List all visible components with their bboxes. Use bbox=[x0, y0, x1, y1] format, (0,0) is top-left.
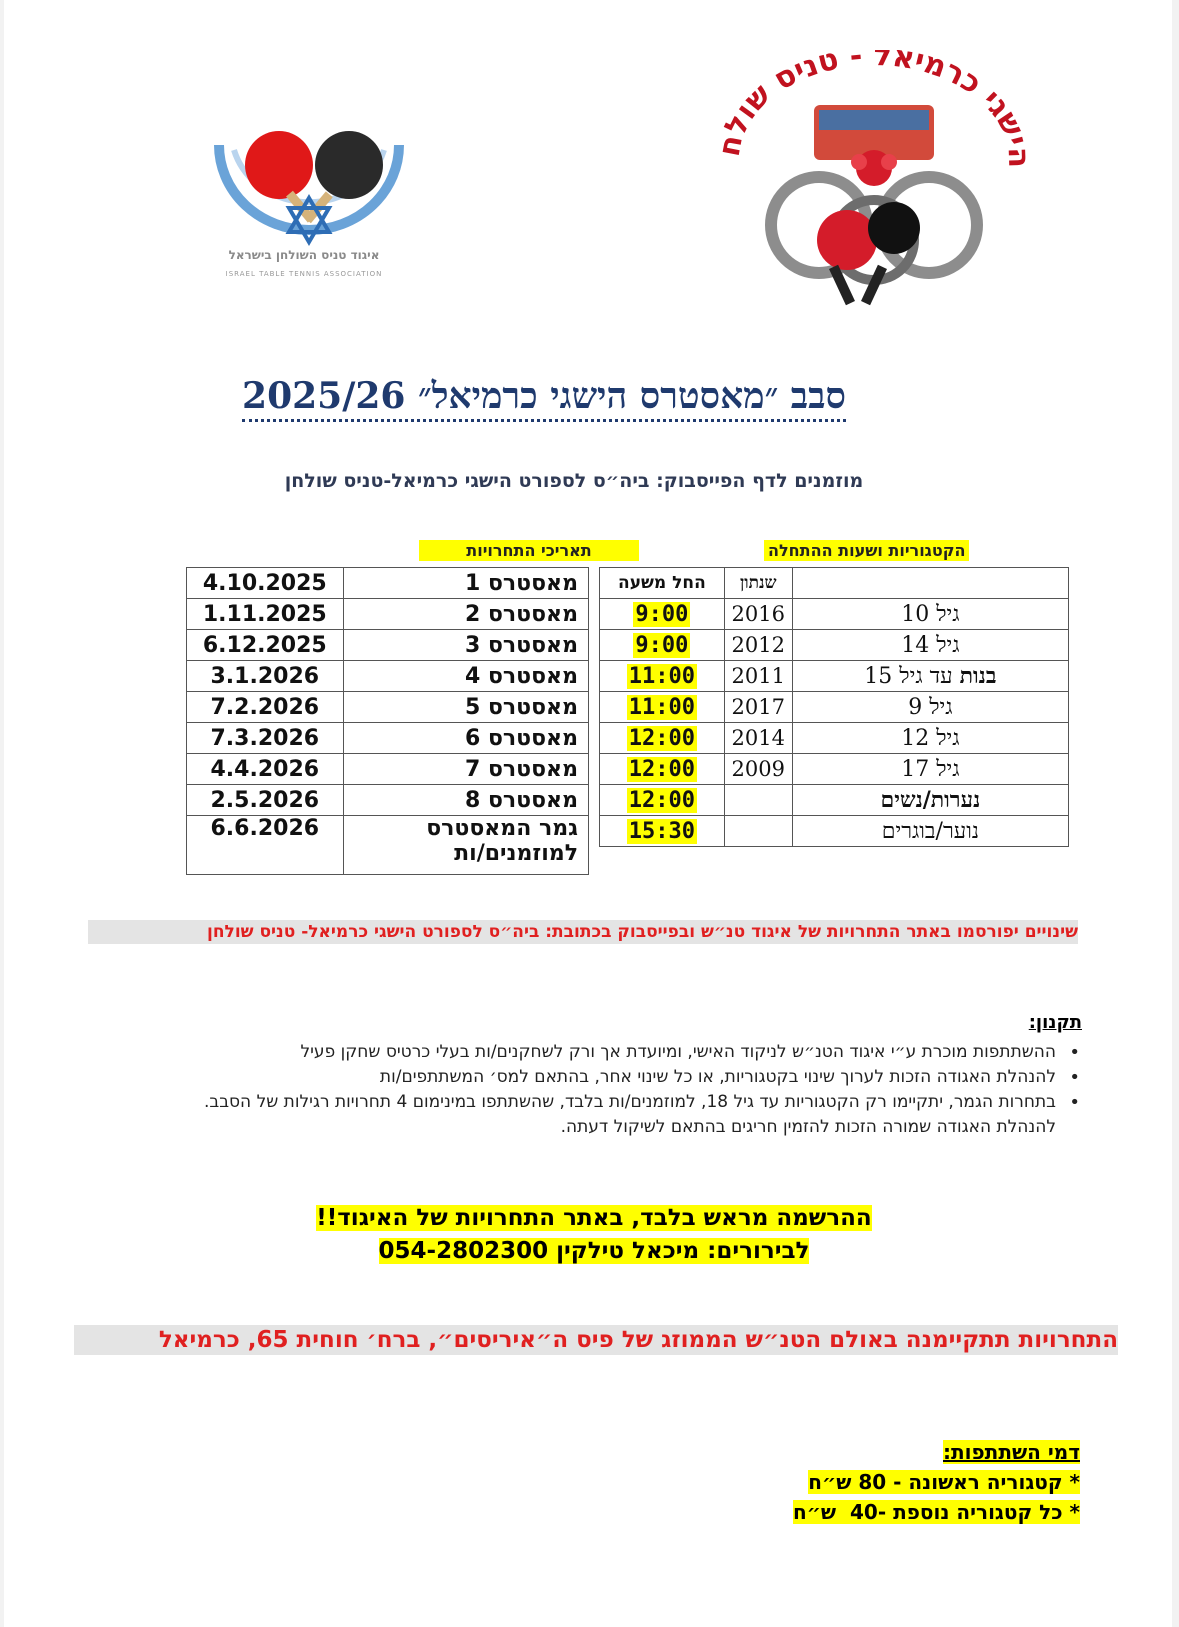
category-time-cell bbox=[600, 599, 725, 630]
start-time: 12:00 bbox=[628, 787, 696, 813]
category-year bbox=[724, 816, 792, 847]
table-row bbox=[600, 723, 1069, 754]
event-date: 3.1.2026 bbox=[187, 661, 344, 692]
time-col-header: החל משעה bbox=[600, 568, 725, 599]
fees-title: דמי השתתפות: bbox=[943, 1440, 1080, 1464]
table-row bbox=[600, 785, 1069, 816]
categories-table bbox=[599, 567, 1069, 847]
event-name: מאסטרס 5 bbox=[343, 692, 588, 723]
event-date: 1.11.2025 bbox=[187, 599, 344, 630]
category-year: 2017 bbox=[724, 692, 792, 723]
event-date: 6.6.2026 bbox=[187, 816, 344, 875]
table-row bbox=[600, 754, 1069, 785]
bullet-icon: • bbox=[1069, 1092, 1080, 1113]
event-name: מאסטרס 1 bbox=[343, 568, 588, 599]
start-time: 12:00 bbox=[628, 725, 696, 751]
category-name bbox=[792, 785, 1068, 816]
contact-line: לבירורים: מיכאל טילקין 054-2802300 bbox=[378, 1238, 810, 1264]
fees-block bbox=[793, 1437, 1080, 1527]
table-row bbox=[187, 723, 589, 754]
bullet-icon: • bbox=[1069, 1042, 1080, 1063]
changes-notice: שינויים יפורסמו באתר התחרויות של איגוד טנ״ש ובפייסבוק בכתובת: ביה״ס לספורט הישגי כרמיאל- טניס שולחן bbox=[88, 920, 1078, 944]
table-row bbox=[187, 599, 589, 630]
category-name bbox=[792, 630, 1068, 661]
start-time: 11:00 bbox=[628, 663, 696, 689]
fee-line: * קטגוריה ראשונה - 80 ש״ח bbox=[808, 1470, 1080, 1494]
table-row bbox=[187, 630, 589, 661]
federation-logo bbox=[204, 130, 414, 290]
flyer-page bbox=[4, 0, 1172, 1627]
table-row bbox=[187, 754, 589, 785]
event-date: 7.3.2026 bbox=[187, 723, 344, 754]
table-row bbox=[187, 785, 589, 816]
table-header-row bbox=[600, 568, 1069, 599]
category-name-text: גיל 17 bbox=[901, 757, 960, 782]
category-name-text: נוער/בוגרים bbox=[881, 819, 979, 844]
rule-text: להנהלת האגודה הזכות לערוך שינוי בקטגוריות, או כל שינוי אחר, בהתאם למס׳ המשתתפים/ות bbox=[379, 1067, 1056, 1087]
category-year: 2012 bbox=[724, 630, 792, 661]
event-name: מאסטרס 7 bbox=[343, 754, 588, 785]
event-date: 2.5.2026 bbox=[187, 785, 344, 816]
category-name-text: עד גיל 15 bbox=[864, 664, 953, 689]
category-name-text: גיל 10 bbox=[901, 602, 960, 627]
category-name bbox=[792, 692, 1068, 723]
start-time: 15:30 bbox=[628, 818, 696, 844]
category-year: 2009 bbox=[724, 754, 792, 785]
event-name: מאסטרס 4 bbox=[343, 661, 588, 692]
table-row bbox=[187, 568, 589, 599]
list-item bbox=[24, 1065, 1084, 1090]
start-time: 9:00 bbox=[635, 632, 689, 658]
category-time-cell bbox=[600, 785, 725, 816]
category-name-text: גיל 12 bbox=[901, 726, 960, 751]
category-name bbox=[792, 599, 1068, 630]
table-row bbox=[187, 692, 589, 723]
categories-header: הקטגוריות ושעות ההתחלה bbox=[764, 540, 969, 561]
event-date: 4.10.2025 bbox=[187, 568, 344, 599]
category-name bbox=[792, 661, 1068, 692]
category-name bbox=[792, 816, 1068, 847]
category-time-cell bbox=[600, 816, 725, 847]
rule-text: ההשתתפות מוכרת ע״י איגוד הטנ״ש לניקוד האישי, ומיועדת אך ורק לשחקנים/ות בעלי כרטיס שחקן פעיל bbox=[300, 1042, 1056, 1062]
table-row bbox=[600, 599, 1069, 630]
dates-header: תאריכי התחרויות bbox=[419, 540, 639, 561]
facebook-invite: מוזמנים לדף הפייסבוק: ביה״ס לספורט הישגי כרמיאל-טניס שולחן bbox=[284, 470, 864, 492]
category-year: 2016 bbox=[724, 599, 792, 630]
category-col-header bbox=[792, 568, 1068, 599]
category-time-cell bbox=[600, 754, 725, 785]
category-name-text: גיל 14 bbox=[901, 633, 960, 658]
federation-name-he: איגוד טניס השולחן בישראל bbox=[228, 248, 380, 262]
registration-block bbox=[284, 1202, 904, 1268]
category-name-bold: נערות/נשים bbox=[880, 787, 981, 813]
rule-text: בתחרות הגמר, יתקיימו רק הקטגוריות עד גיל 18, למוזמנים/ות בלבד, שהשתתפו במינימום 4 תחרויות רגילות של הסבב. bbox=[203, 1092, 1056, 1112]
rules-title: תקנון: bbox=[1028, 1012, 1082, 1033]
club-logo bbox=[719, 50, 1029, 315]
event-date: 4.4.2026 bbox=[187, 754, 344, 785]
event-date: 6.12.2025 bbox=[187, 630, 344, 661]
category-year: 2014 bbox=[724, 723, 792, 754]
table-row bbox=[600, 630, 1069, 661]
event-name: מאסטרס 6 bbox=[343, 723, 588, 754]
table-row bbox=[600, 816, 1069, 847]
category-time-cell bbox=[600, 630, 725, 661]
bullet-icon: • bbox=[1069, 1067, 1080, 1088]
start-time: 11:00 bbox=[628, 694, 696, 720]
registration-line: ההרשמה מראש בלבד, באתר התחרויות של האיגוד!! bbox=[316, 1205, 872, 1231]
page-title: סבב ״מאסטרס הישגי כרמיאל״ 2025/26 bbox=[184, 375, 904, 417]
rules-list bbox=[24, 1040, 1084, 1140]
start-time: 9:00 bbox=[635, 601, 689, 627]
event-name: גמר המאסטרס למוזמנים/ות bbox=[343, 816, 588, 875]
venue-notice: התחרויות תתקיימנה באולם הטנ״ש הממוזג של פיס ה״איריסים״, ברח׳ חוחית 65, כרמיאל bbox=[74, 1325, 1118, 1355]
table-row bbox=[187, 816, 589, 875]
category-year bbox=[724, 785, 792, 816]
table-row bbox=[600, 661, 1069, 692]
table-row bbox=[187, 661, 589, 692]
event-date: 7.2.2026 bbox=[187, 692, 344, 723]
year-col-header: שנתון bbox=[724, 568, 792, 599]
rule-subtext: להנהלת האגודה שמורה הזכות להזמין חריגים בהתאם לשיקול דעתה. bbox=[560, 1117, 1056, 1137]
list-item bbox=[24, 1040, 1084, 1065]
category-name bbox=[792, 723, 1068, 754]
category-time-cell bbox=[600, 692, 725, 723]
federation-name-en: ISRAEL TABLE TENNIS ASSOCIATION bbox=[225, 270, 383, 278]
category-time-cell bbox=[600, 661, 725, 692]
category-time-cell bbox=[600, 723, 725, 754]
club-name-arc: שגי כרמיאל - טניס שול bbox=[719, 50, 1029, 143]
start-time: 12:00 bbox=[628, 756, 696, 782]
list-item bbox=[24, 1090, 1084, 1140]
category-name-text: גיל 9 bbox=[908, 695, 953, 720]
event-name: מאסטרס 3 bbox=[343, 630, 588, 661]
fee-line: * כל קטגוריה נוספת -40 ש״ח bbox=[792, 1500, 1080, 1524]
dates-table bbox=[186, 567, 589, 875]
event-name: מאסטרס 2 bbox=[343, 599, 588, 630]
category-year: 2011 bbox=[724, 661, 792, 692]
event-name: מאסטרס 8 bbox=[343, 785, 588, 816]
table-row bbox=[600, 692, 1069, 723]
category-name bbox=[792, 754, 1068, 785]
category-name-bold: בנות bbox=[959, 663, 997, 689]
